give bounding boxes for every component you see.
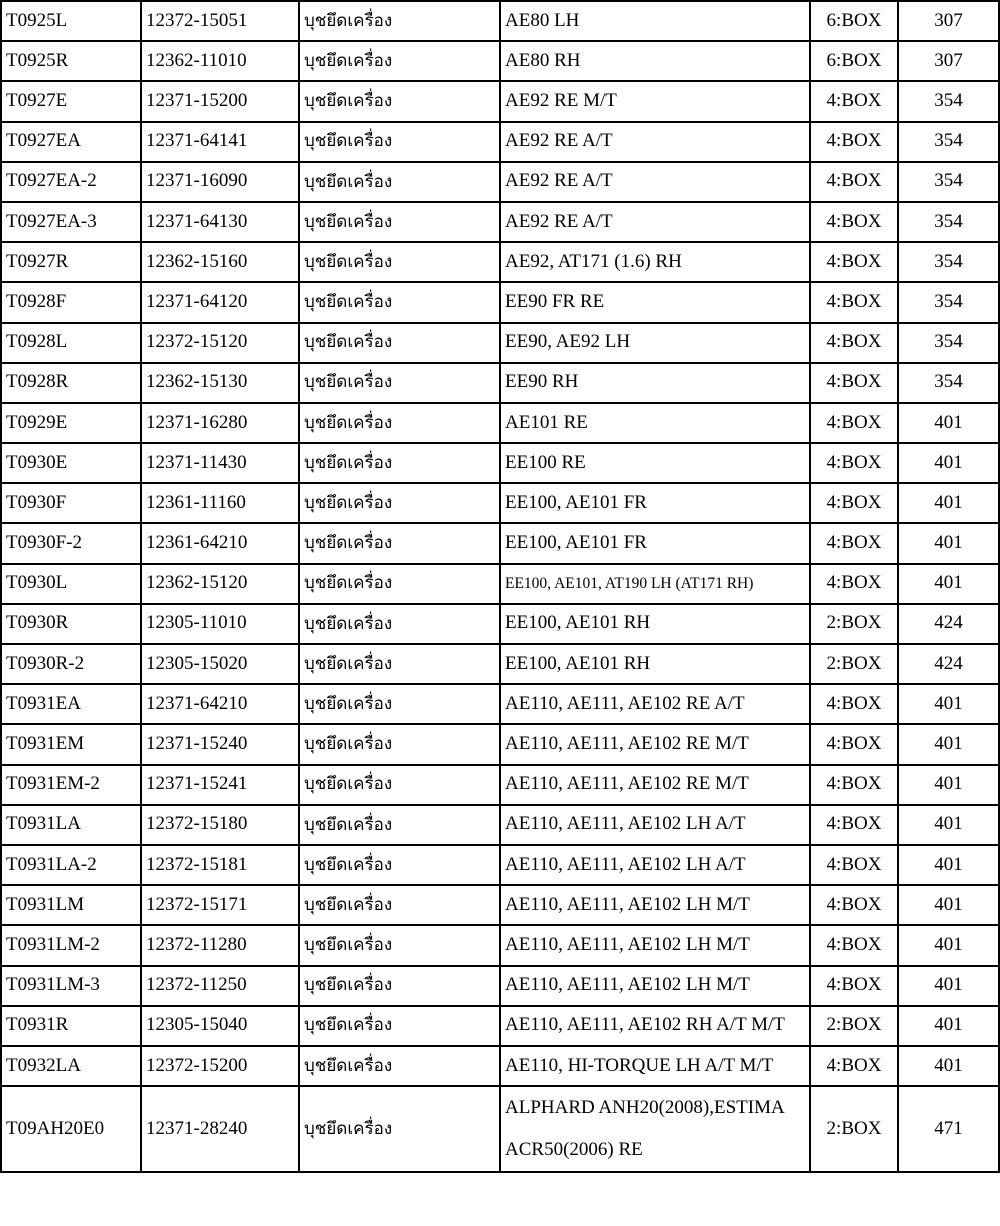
price-cell: 354 (898, 81, 999, 121)
pack-cell: 2:BOX (810, 1006, 898, 1046)
table-row (1, 1006, 999, 1046)
application-cell: EE90 FR RE (500, 282, 810, 322)
part-code-cell: T0930R-2 (1, 644, 141, 684)
application-cell: AE101 RE (500, 403, 810, 443)
description-cell: บุชยึดเครื่อง (299, 724, 500, 764)
part-code-cell: T0930L (1, 564, 141, 604)
pack-cell: 4:BOX (810, 523, 898, 563)
price-cell: 401 (898, 564, 999, 604)
application-cell: EE90 RH (500, 363, 810, 403)
part-code-cell: T0927EA-3 (1, 202, 141, 242)
application-cell: AE92, AT171 (1.6) RH (500, 242, 810, 282)
price-cell: 401 (898, 925, 999, 965)
pack-cell: 2:BOX (810, 1086, 898, 1172)
pack-cell: 4:BOX (810, 684, 898, 724)
part-code-cell: T0931EM-2 (1, 765, 141, 805)
table-row (1, 724, 999, 764)
description-cell: บุชยึดเครื่อง (299, 805, 500, 845)
part-code-cell: T0925R (1, 41, 141, 81)
description-cell: บุชยึดเครื่อง (299, 443, 500, 483)
part-code-cell: T0927R (1, 242, 141, 282)
part-code-cell: T0930F (1, 483, 141, 523)
application-cell: AE110, AE111, AE102 LH M/T (500, 925, 810, 965)
pack-cell: 4:BOX (810, 443, 898, 483)
price-cell: 354 (898, 122, 999, 162)
part-code-cell: T0928F (1, 282, 141, 322)
description-cell: บุชยึดเครื่อง (299, 363, 500, 403)
part-code-cell: T0931LM-2 (1, 925, 141, 965)
application-cell: AE110, AE111, AE102 LH A/T (500, 845, 810, 885)
description-cell: บุชยึดเครื่อง (299, 523, 500, 563)
description-cell: บุชยึดเครื่อง (299, 41, 500, 81)
description-cell: บุชยึดเครื่อง (299, 604, 500, 644)
pack-cell: 6:BOX (810, 1, 898, 41)
price-cell: 401 (898, 1006, 999, 1046)
description-cell: บุชยึดเครื่อง (299, 885, 500, 925)
application-cell: AE110, AE111, AE102 LH A/T (500, 805, 810, 845)
application-cell: AE110, AE111, AE102 RE A/T (500, 684, 810, 724)
description-cell: บุชยึดเครื่อง (299, 202, 500, 242)
part-code-cell: T0931EA (1, 684, 141, 724)
description-cell: บุชยึดเครื่อง (299, 845, 500, 885)
table-row (1, 564, 999, 604)
pack-cell: 4:BOX (810, 564, 898, 604)
description-cell: บุชยึดเครื่อง (299, 1, 500, 41)
part-code-cell: T0931EM (1, 724, 141, 764)
part-code-cell: T0930E (1, 443, 141, 483)
table-row (1, 684, 999, 724)
table-row (1, 242, 999, 282)
table-row (1, 162, 999, 202)
pack-cell: 4:BOX (810, 845, 898, 885)
pack-cell: 4:BOX (810, 403, 898, 443)
table-row (1, 282, 999, 322)
pack-cell: 4:BOX (810, 805, 898, 845)
pack-cell: 4:BOX (810, 925, 898, 965)
description-cell: บุชยึดเครื่อง (299, 122, 500, 162)
description-cell: บุชยึดเครื่อง (299, 966, 500, 1006)
oem-number-cell: 12371-64141 (141, 122, 299, 162)
price-cell: 354 (898, 162, 999, 202)
price-cell: 401 (898, 1046, 999, 1086)
table-row (1, 483, 999, 523)
pack-cell: 4:BOX (810, 765, 898, 805)
oem-number-cell: 12371-15240 (141, 724, 299, 764)
application-cell: EE100, AE101 FR (500, 483, 810, 523)
description-cell: บุชยึดเครื่อง (299, 1006, 500, 1046)
application-cell: AE92 RE A/T (500, 202, 810, 242)
price-cell: 401 (898, 684, 999, 724)
application-cell: EE100 RE (500, 443, 810, 483)
table-row (1, 1086, 999, 1172)
pack-cell: 4:BOX (810, 202, 898, 242)
application-cell: AE80 LH (500, 1, 810, 41)
pack-cell: 4:BOX (810, 1046, 898, 1086)
application-cell: EE90, AE92 LH (500, 323, 810, 363)
application-cell: EE100, AE101, AT190 LH (AT171 RH) (500, 564, 810, 604)
price-cell: 401 (898, 483, 999, 523)
oem-number-cell: 12372-15171 (141, 885, 299, 925)
table-row (1, 765, 999, 805)
table-row (1, 122, 999, 162)
table-row (1, 805, 999, 845)
table-row (1, 523, 999, 563)
description-cell: บุชยึดเครื่อง (299, 564, 500, 604)
price-cell: 424 (898, 644, 999, 684)
part-code-cell: T0931LA (1, 805, 141, 845)
price-cell: 401 (898, 966, 999, 1006)
table-row (1, 1046, 999, 1086)
table-row (1, 644, 999, 684)
pack-cell: 4:BOX (810, 81, 898, 121)
application-cell: EE100, AE101 RH (500, 644, 810, 684)
pack-cell: 4:BOX (810, 363, 898, 403)
description-cell: บุชยึดเครื่อง (299, 323, 500, 363)
oem-number-cell: 12372-11280 (141, 925, 299, 965)
application-cell: AE80 RH (500, 41, 810, 81)
application-cell: AE110, HI-TORQUE LH A/T M/T (500, 1046, 810, 1086)
table-row (1, 443, 999, 483)
price-cell: 401 (898, 403, 999, 443)
application-cell: AE92 RE M/T (500, 81, 810, 121)
table-row (1, 363, 999, 403)
pack-cell: 4:BOX (810, 122, 898, 162)
oem-number-cell: 12372-15181 (141, 845, 299, 885)
oem-number-cell: 12305-15040 (141, 1006, 299, 1046)
pack-cell: 4:BOX (810, 724, 898, 764)
price-cell: 424 (898, 604, 999, 644)
oem-number-cell: 12362-15160 (141, 242, 299, 282)
price-cell: 307 (898, 1, 999, 41)
oem-number-cell: 12372-15180 (141, 805, 299, 845)
part-code-cell: T0930F-2 (1, 523, 141, 563)
oem-number-cell: 12372-15120 (141, 323, 299, 363)
part-code-cell: T0931LM-3 (1, 966, 141, 1006)
description-cell: บุชยึดเครื่อง (299, 644, 500, 684)
pack-cell: 4:BOX (810, 885, 898, 925)
part-code-cell: T09AH20E0 (1, 1086, 141, 1172)
price-cell: 401 (898, 443, 999, 483)
part-code-cell: T0930R (1, 604, 141, 644)
price-cell: 471 (898, 1086, 999, 1172)
application-cell: EE100, AE101 FR (500, 523, 810, 563)
description-cell: บุชยึดเครื่อง (299, 162, 500, 202)
price-cell: 401 (898, 885, 999, 925)
pack-cell: 4:BOX (810, 162, 898, 202)
oem-number-cell: 12371-64130 (141, 202, 299, 242)
application-cell: AE110, AE111, AE102 LH M/T (500, 966, 810, 1006)
pack-cell: 2:BOX (810, 604, 898, 644)
application-cell: AE92 RE A/T (500, 122, 810, 162)
application-cell: AE110, AE111, AE102 LH M/T (500, 885, 810, 925)
oem-number-cell: 12371-28240 (141, 1086, 299, 1172)
part-code-cell: T0929E (1, 403, 141, 443)
oem-number-cell: 12371-15241 (141, 765, 299, 805)
price-cell: 401 (898, 523, 999, 563)
pack-cell: 4:BOX (810, 323, 898, 363)
table-row (1, 966, 999, 1006)
oem-number-cell: 12371-11430 (141, 443, 299, 483)
oem-number-cell: 12371-16090 (141, 162, 299, 202)
part-code-cell: T0931LM (1, 885, 141, 925)
pack-cell: 2:BOX (810, 644, 898, 684)
oem-number-cell: 12305-15020 (141, 644, 299, 684)
table-row (1, 604, 999, 644)
price-cell: 354 (898, 242, 999, 282)
part-code-cell: T0931R (1, 1006, 141, 1046)
price-cell: 401 (898, 805, 999, 845)
pack-cell: 6:BOX (810, 41, 898, 81)
table-row (1, 323, 999, 363)
application-cell: ALPHARD ANH20(2008),ESTIMA ACR50(2006) RE (500, 1086, 810, 1172)
description-cell: บุชยึดเครื่อง (299, 925, 500, 965)
table-row (1, 41, 999, 81)
table-row (1, 403, 999, 443)
application-cell: AE110, AE111, AE102 RH A/T M/T (500, 1006, 810, 1046)
part-code-cell: T0928L (1, 323, 141, 363)
description-cell: บุชยึดเครื่อง (299, 684, 500, 724)
part-code-cell: T0927EA-2 (1, 162, 141, 202)
table-row (1, 81, 999, 121)
description-cell: บุชยึดเครื่อง (299, 765, 500, 805)
table-row (1, 202, 999, 242)
description-cell: บุชยึดเครื่อง (299, 1046, 500, 1086)
price-cell: 354 (898, 323, 999, 363)
application-cell: AE110, AE111, AE102 RE M/T (500, 765, 810, 805)
price-cell: 354 (898, 282, 999, 322)
oem-number-cell: 12371-16280 (141, 403, 299, 443)
application-cell: EE100, AE101 RH (500, 604, 810, 644)
table-body (1, 1, 999, 1172)
application-cell: AE92 RE A/T (500, 162, 810, 202)
oem-number-cell: 12305-11010 (141, 604, 299, 644)
price-cell: 401 (898, 845, 999, 885)
application-cell: AE110, AE111, AE102 RE M/T (500, 724, 810, 764)
oem-number-cell: 12362-11010 (141, 41, 299, 81)
oem-number-cell: 12371-64120 (141, 282, 299, 322)
part-code-cell: T0927EA (1, 122, 141, 162)
pack-cell: 4:BOX (810, 282, 898, 322)
oem-number-cell: 12361-64210 (141, 523, 299, 563)
oem-number-cell: 12371-64210 (141, 684, 299, 724)
oem-number-cell: 12372-15200 (141, 1046, 299, 1086)
pack-cell: 4:BOX (810, 242, 898, 282)
description-cell: บุชยึดเครื่อง (299, 242, 500, 282)
table-row (1, 885, 999, 925)
part-code-cell: T0925L (1, 1, 141, 41)
price-cell: 307 (898, 41, 999, 81)
oem-number-cell: 12362-15130 (141, 363, 299, 403)
price-cell: 401 (898, 724, 999, 764)
price-cell: 354 (898, 202, 999, 242)
oem-number-cell: 12362-15120 (141, 564, 299, 604)
oem-number-cell: 12361-11160 (141, 483, 299, 523)
description-cell: บุชยึดเครื่อง (299, 403, 500, 443)
table-row (1, 845, 999, 885)
part-code-cell: T0931LA-2 (1, 845, 141, 885)
part-code-cell: T0932LA (1, 1046, 141, 1086)
pack-cell: 4:BOX (810, 966, 898, 1006)
table-row (1, 1, 999, 41)
price-cell: 401 (898, 765, 999, 805)
oem-number-cell: 12372-15051 (141, 1, 299, 41)
description-cell: บุชยึดเครื่อง (299, 81, 500, 121)
price-cell: 354 (898, 363, 999, 403)
description-cell: บุชยึดเครื่อง (299, 1086, 500, 1172)
part-code-cell: T0928R (1, 363, 141, 403)
description-cell: บุชยึดเครื่อง (299, 282, 500, 322)
part-code-cell: T0927E (1, 81, 141, 121)
description-cell: บุชยึดเครื่อง (299, 483, 500, 523)
oem-number-cell: 12371-15200 (141, 81, 299, 121)
table-row (1, 925, 999, 965)
pack-cell: 4:BOX (810, 483, 898, 523)
oem-number-cell: 12372-11250 (141, 966, 299, 1006)
